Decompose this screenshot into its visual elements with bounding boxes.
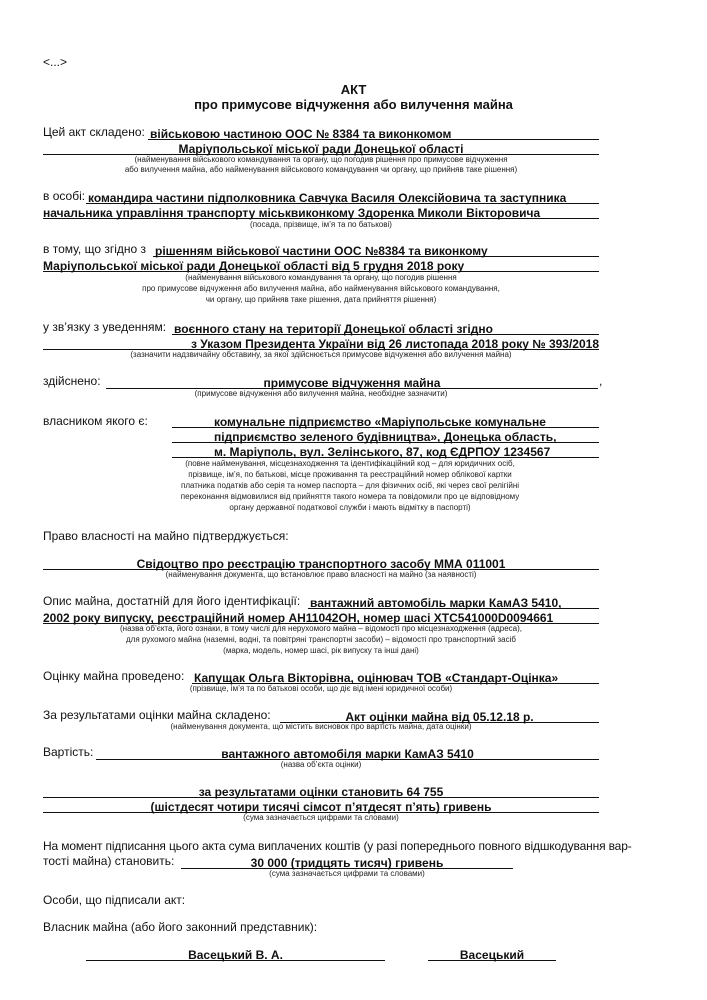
owner-caption-5: органу державної податкової служби і мають відмітку в паспорті) bbox=[229, 503, 471, 512]
description-caption-1: (назва об’єкта, його ознаки, в тому числі для нерухомого майна – відомості про місцезнаходження (адреса), bbox=[119, 624, 522, 633]
appraiser-label: Оцінку майна проведено: bbox=[43, 669, 185, 683]
signer-name: Васецький В. А. bbox=[188, 948, 283, 962]
decision-value-2: Маріупольської міської ради Донецької області від 5 грудня 2018 року bbox=[43, 259, 465, 273]
payment-label: тості майна) становить: bbox=[43, 854, 175, 868]
action-caption: (примусове відчуження або вилучення майна, необхідне зазначити) bbox=[194, 389, 448, 398]
signature: Васецький bbox=[459, 948, 525, 962]
cost-sum-value-2: (шістдесят чотири тисячі сімсот п’ятдесят п’ять) гривень bbox=[150, 800, 492, 814]
appraisal-line bbox=[280, 708, 599, 723]
owner-label: власником якого є: bbox=[43, 414, 148, 428]
owner-caption-4: переконання відмовилися від прийняття такого номера та повідомили про це відповідному bbox=[180, 492, 520, 501]
description-line-2 bbox=[43, 609, 599, 624]
compiled-caption-2: або вилучення майна, або найменування військового командування чи органу, що прийняв таке рішення) bbox=[124, 165, 518, 174]
persons-label: в особі: bbox=[43, 189, 86, 203]
owner-line-2 bbox=[172, 428, 599, 443]
decision-caption-1: (найменування військового командування та органу, що погодив рішення bbox=[185, 273, 457, 282]
cost-sum-caption: (сума зазначається цифрами та словами) bbox=[243, 813, 399, 822]
owner-value-1: комунальне підприємство «Маріупольське комунальне bbox=[214, 415, 546, 429]
cost-line bbox=[96, 745, 599, 760]
signer-name-line bbox=[86, 946, 385, 961]
decision-value-1: рішенням військової частини ООС №8384 та виконкому bbox=[155, 244, 488, 258]
decision-caption-2: про примусове відчуження або вилучення майна, або найменування військового командування, bbox=[142, 284, 500, 293]
cost-sum-value-1: за результатами оцінки становить 64 755 bbox=[198, 785, 444, 799]
omission-mark: <...> bbox=[43, 55, 68, 69]
description-value-2: 2002 року випуску, реєстраційний номер АН11042ОН, номер шасі ХТС541000D0094661 bbox=[43, 611, 554, 625]
payment-line bbox=[181, 854, 513, 869]
appraisal-value: Акт оцінки майна від 05.12.18 р. bbox=[345, 710, 534, 724]
persons-caption: (посада, прізвище, ім’я та по батькові) bbox=[250, 220, 392, 229]
description-line-1 bbox=[308, 594, 599, 609]
owner-value-2: підприємство зеленого будівництва», Донецька область, bbox=[214, 430, 557, 444]
circumstance-value-2: з Указом Президента України від 26 листопада 2018 року № 393/2018 bbox=[190, 337, 599, 351]
owner-caption-3: платника податків або серія та номер паспорта – для фізичних осіб, які через свої релігійні bbox=[180, 481, 520, 490]
owner-value-3: м. Маріуполь, вул. Зелінського, 87, код ЄДРПОУ 1234567 bbox=[214, 445, 551, 459]
payment-value: 30 000 (тридцять тисяч) гривень bbox=[250, 856, 444, 870]
circumstance-caption: (зазначити надзвичайну обставину, за якої здійснюється примусове відчуження або вилучення майна) bbox=[130, 350, 512, 359]
appraisal-label: За результатами оцінки майна складено: bbox=[43, 708, 271, 722]
owner-line-1 bbox=[172, 413, 599, 428]
cost-sum-line-2 bbox=[43, 798, 599, 813]
decision-label: в тому, що згідно з bbox=[43, 242, 147, 256]
document-subtitle: про примусове відчуження або вилучення майна bbox=[194, 97, 513, 112]
owner-caption-1: (повне найменування, місцезнаходження та ідентифікаційний код – для юридичних осіб, bbox=[185, 459, 515, 468]
appraisal-caption: (найменування документа, що містить висновок про вартість майна, дата оцінки) bbox=[170, 722, 472, 731]
owner-line-3 bbox=[172, 443, 599, 458]
appraiser-line bbox=[192, 669, 599, 684]
persons-line-1 bbox=[86, 189, 599, 204]
circumstance-line-2 bbox=[43, 335, 599, 350]
appraiser-value: Капущак Ольга Вікторівна, оцінювач ТОВ «Стандарт-Оцінка» bbox=[194, 671, 559, 685]
owner-representative-label: Власник майна (або його законний представник): bbox=[43, 920, 318, 934]
payment-caption: (сума зазначається цифрами та словами) bbox=[269, 869, 425, 878]
ownership-label: Право власності на майно підтверджується: bbox=[43, 529, 289, 543]
description-label: Опис майна, достатній для його ідентифікації: bbox=[43, 594, 301, 608]
compiled-value-2: Маріупольської міської ради Донецької області bbox=[178, 142, 464, 156]
circumstance-label: у зв’язку з уведенням: bbox=[43, 320, 167, 334]
persons-line-2 bbox=[43, 204, 599, 219]
circumstance-line-1 bbox=[172, 320, 599, 335]
cost-value: вантажного автомобіля марки КамАЗ 5410 bbox=[221, 747, 474, 761]
action-line bbox=[106, 374, 598, 389]
circumstance-value-1: воєнного стану на території Донецької області згідно bbox=[174, 322, 493, 336]
action-label: здійснено: bbox=[43, 374, 101, 388]
compiled-value-1: військовою частиною ООС № 8384 та виконкомом bbox=[150, 127, 452, 141]
cost-sum-line-1 bbox=[43, 783, 599, 798]
decision-line-1 bbox=[153, 242, 599, 257]
payment-text-line: На момент підписання цього акта сума виплачених коштів (у разі попереднього повного відшкодування вар- bbox=[43, 839, 632, 853]
decision-line-2 bbox=[43, 257, 599, 272]
ownership-value: Свідоцтво про реєстрацію транспортного засобу ММА 011001 bbox=[136, 557, 506, 571]
appraiser-caption: (прізвище, ім’я та по батькові особи, що діє від імені юридичної особи) bbox=[189, 684, 453, 693]
signers-label: Особи, що підписали акт: bbox=[43, 893, 186, 907]
compiled-line-1 bbox=[148, 125, 599, 140]
compiled-caption-1: (найменування військового командування та органу, що погодив рішення про примусове відчуження bbox=[134, 155, 508, 164]
compiled-label: Цей акт складено: bbox=[43, 125, 145, 139]
description-caption-2: для рухомого майна (наземні, водні, та повітряні транспортні засоби) – відомості про транспортний засіб bbox=[125, 635, 516, 644]
cost-caption: (назва об’єкта оцінки) bbox=[280, 760, 362, 769]
persons-value-1: командира частини підполковника Савчука Василя Олексійовича та заступника bbox=[88, 191, 567, 205]
action-comma: , bbox=[599, 374, 603, 388]
signature-line bbox=[428, 946, 556, 961]
decision-caption-3: чи органу, що прийняв таке рішення, дата прийняття рішення) bbox=[205, 295, 437, 304]
ownership-line bbox=[43, 555, 599, 570]
description-caption-3: (марка, модель, номер шасі, рік випуску та інші дані) bbox=[223, 646, 419, 655]
action-value: примусове відчуження майна bbox=[263, 376, 441, 390]
ownership-caption: (найменування документа, що встановлює право власності на майно (за наявності) bbox=[165, 570, 477, 579]
document-title: АКТ bbox=[340, 82, 367, 97]
cost-label: Вартість: bbox=[43, 745, 94, 759]
description-value-1: вантажний автомобіль марки КамАЗ 5410, bbox=[310, 596, 562, 610]
owner-caption-2: прізвище, ім’я, по батькові, місце проживання та реєстраційний номер облікової картки bbox=[188, 470, 512, 479]
persons-value-2: начальника управління транспорту міськвиконкому Здоренка Миколи Вікторовича bbox=[43, 206, 541, 220]
compiled-line-2 bbox=[43, 140, 599, 155]
